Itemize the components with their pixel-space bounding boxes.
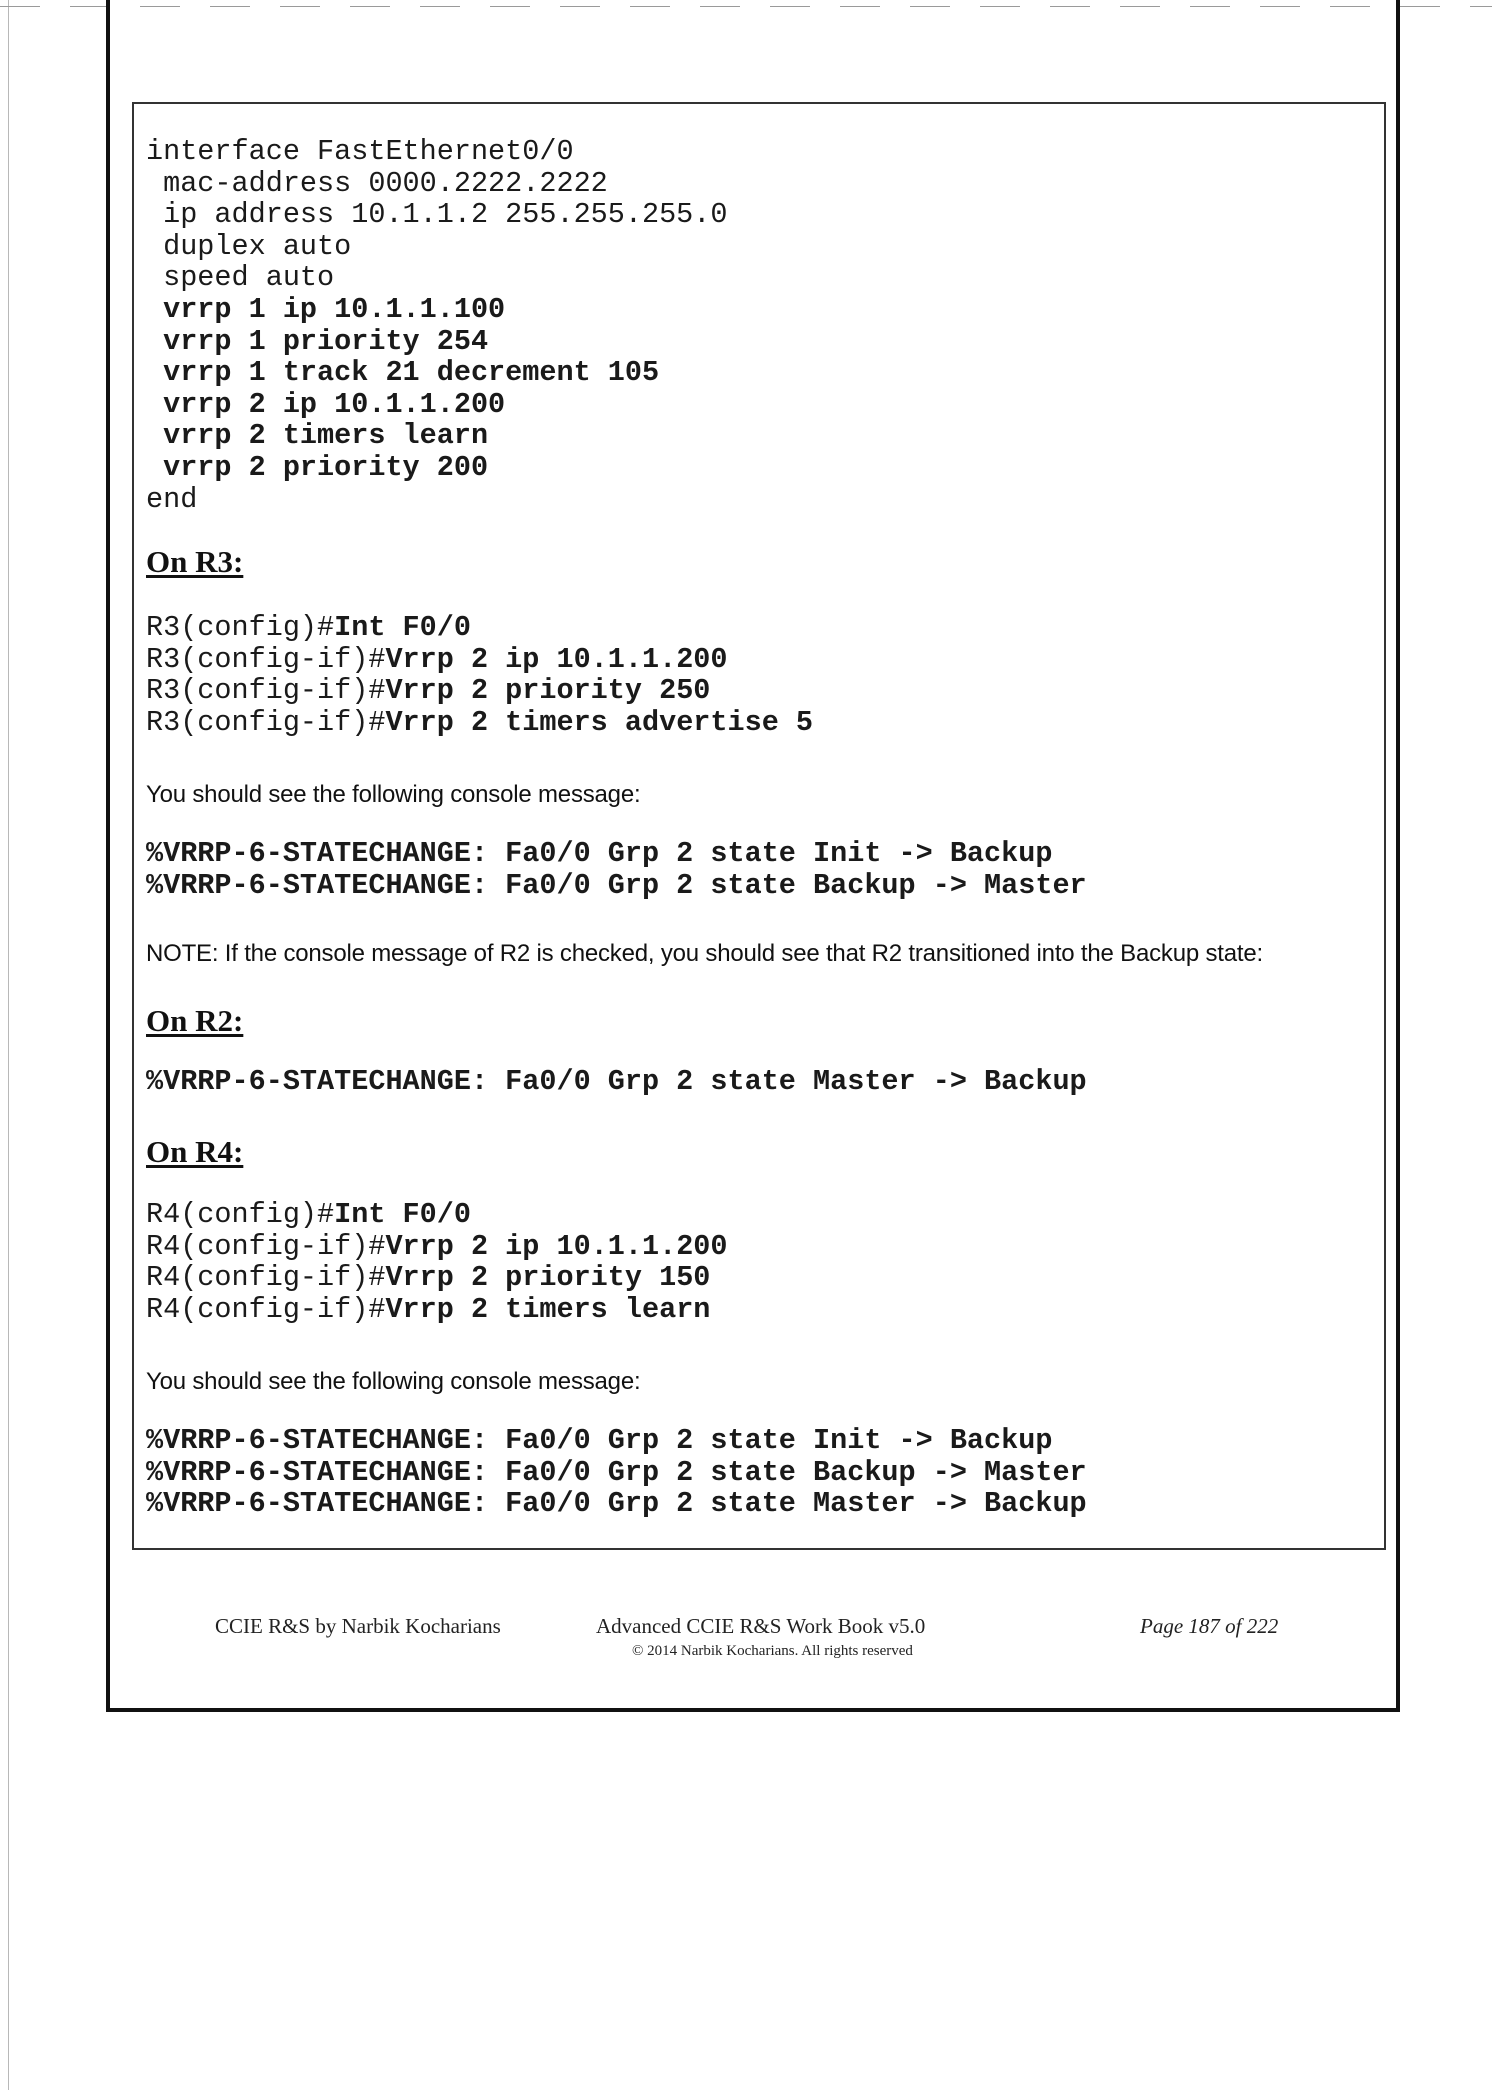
cli-command: Vrrp 2 priority 250 — [385, 674, 711, 708]
config-line: interface FastEthernet0/0 — [146, 135, 574, 168]
cli-command: Int F0/0 — [334, 1198, 471, 1231]
cli-line — [146, 707, 813, 739]
r4-heading: On R4: — [146, 1134, 244, 1169]
r3-heading: On R3: — [146, 544, 244, 579]
config-line: vrrp 1 ip 10.1.1.100 — [146, 292, 506, 326]
config-line: vrrp 2 ip 10.1.1.200 — [146, 387, 506, 421]
r3-console-intro: You should see the following console message: — [146, 781, 641, 808]
config-line: ip address 10.1.1.2 255.255.255.0 — [146, 198, 728, 232]
cli-prompt: R4(config-if)# — [146, 1261, 386, 1295]
scan-edge — [8, 0, 9, 2090]
cli-line — [146, 1294, 728, 1326]
cli-prompt: R4(config-if)# — [146, 1292, 386, 1326]
console-message: %VRRP-6-STATECHANGE: Fa0/0 Grp 2 state Backup -> Master — [146, 1455, 1087, 1489]
r2-heading: On R2: — [146, 1003, 244, 1038]
r4-command-block — [146, 1199, 728, 1325]
cli-prompt: R3(config-if)# — [146, 705, 386, 739]
config-line: vrrp 1 priority 254 — [146, 324, 489, 358]
cli-command: Vrrp 2 timers learn — [385, 1292, 711, 1326]
console-message: %VRRP-6-STATECHANGE: Fa0/0 Grp 2 state Backup -> Master — [146, 868, 1087, 902]
cli-command: Vrrp 2 timers advertise 5 — [385, 705, 814, 739]
config-line: vrrp 2 priority 200 — [146, 450, 489, 484]
cli-line — [146, 644, 813, 676]
r2-config-block — [146, 136, 728, 515]
r3-command-block — [146, 612, 813, 738]
r4-console-block — [146, 1425, 1087, 1520]
footer-page-number: Page 187 of 222 — [1140, 1614, 1279, 1638]
cli-prompt: R3(config-if)# — [146, 642, 386, 676]
cli-prompt: R4(config-if)# — [146, 1229, 386, 1263]
cli-line — [146, 1262, 728, 1294]
config-line: mac-address 0000.2222.2222 — [146, 166, 608, 200]
console-message: %VRRP-6-STATECHANGE: Fa0/0 Grp 2 state Init -> Backup — [146, 837, 1053, 870]
config-line: end — [146, 482, 198, 516]
config-line: vrrp 1 track 21 decrement 105 — [146, 356, 660, 390]
note-text: NOTE: If the console message of R2 is checked, you should see that R2 transitioned into the Backup state: — [146, 940, 1263, 967]
r2-console-block — [146, 1066, 1087, 1098]
cli-line — [146, 675, 813, 707]
console-message: %VRRP-6-STATECHANGE: Fa0/0 Grp 2 state Master -> Backup — [146, 1487, 1087, 1521]
footer-book: Advanced CCIE R&S Work Book v5.0 — [596, 1614, 926, 1638]
console-message: %VRRP-6-STATECHANGE: Fa0/0 Grp 2 state Master -> Backup — [146, 1065, 1087, 1098]
cli-command: Vrrp 2 priority 150 — [385, 1261, 711, 1295]
config-line: speed auto — [146, 261, 335, 295]
console-message: %VRRP-6-STATECHANGE: Fa0/0 Grp 2 state Init -> Backup — [146, 1424, 1053, 1457]
footer-author: CCIE R&S by Narbik Kocharians — [215, 1614, 501, 1638]
cli-command: Vrrp 2 ip 10.1.1.200 — [385, 642, 728, 676]
config-line: vrrp 2 timers learn — [146, 419, 489, 453]
r3-console-block — [146, 838, 1087, 901]
r4-console-intro: You should see the following console message: — [146, 1368, 641, 1395]
cli-line — [146, 1231, 728, 1263]
cli-prompt: R3(config-if)# — [146, 674, 386, 708]
footer-copyright: © 2014 Narbik Kocharians. All rights reserved — [632, 1643, 913, 1659]
cli-prompt: R3(config)# — [146, 611, 335, 644]
cli-command: Int F0/0 — [334, 611, 471, 644]
cli-command: Vrrp 2 ip 10.1.1.200 — [385, 1229, 728, 1263]
cli-prompt: R4(config)# — [146, 1198, 335, 1231]
cli-line — [146, 1199, 728, 1231]
config-line: duplex auto — [146, 229, 352, 263]
cli-line — [146, 612, 813, 644]
